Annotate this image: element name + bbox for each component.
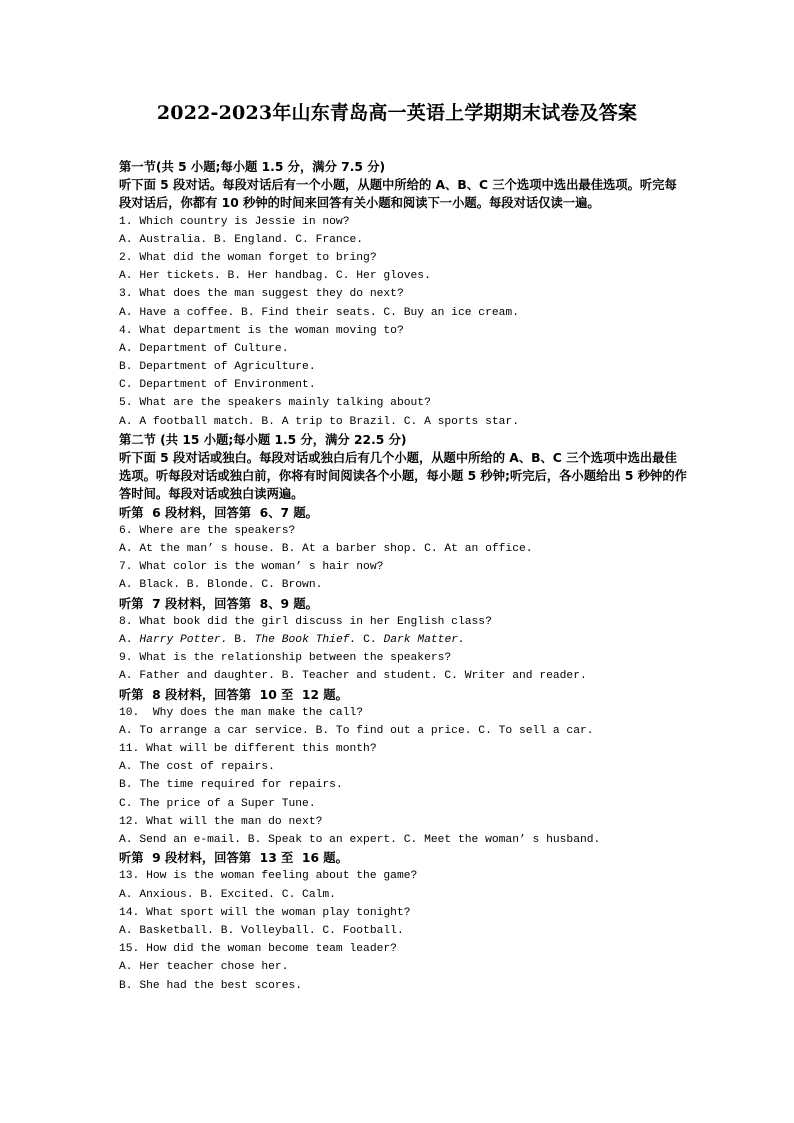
passage-8-heading: 听第 8 段材料，回答第 10 至 12 题。 <box>119 687 348 702</box>
question-6-options: A. At the man’ s house. B. At a barber shop. C. At an office. <box>119 543 533 556</box>
question-12: 12. What will the man do next? <box>119 815 323 828</box>
question-7-options: A. Black. B. Blonde. C. Brown. <box>119 579 323 592</box>
question-15: 15. How did the woman become team leader? <box>119 943 397 956</box>
question-10: 10. Why does the man make the call? <box>119 706 364 719</box>
question-14: 14. What sport will the woman play tonight? <box>119 906 411 919</box>
passage-7-heading: 听第 7 段材料，回答第 8、9 题。 <box>119 596 318 611</box>
question-10-options: A. To arrange a car service. B. To find out a price. C. To sell a car. <box>119 724 594 737</box>
option-a-title: Harry Potter. <box>139 633 228 646</box>
question-5-options: A. A football match. B. A trip to Brazil. C. A sports star. <box>119 415 519 428</box>
question-3: 3. What does the man suggest they do next? <box>119 288 404 301</box>
question-11-option-c: C. The price of a Super Tune. <box>119 797 316 810</box>
question-2-options: A. Her tickets. B. Her handbag. C. Her gloves. <box>119 270 431 283</box>
question-1-options: A. Australia. B. England. C. France. <box>119 233 364 246</box>
question-7: 7. What color is the woman’ s hair now? <box>119 561 384 574</box>
question-15-option-b: B. She had the best scores. <box>119 979 303 992</box>
question-12-options: A. Send an e-mail. B. Speak to an expert. C. Meet the woman’ s husband. <box>119 834 601 847</box>
option-c-title: Dark Matter. <box>383 633 465 646</box>
section-1-heading: 第一节(共 5 小题;每小题 1.5 分，满分 7.5 分) <box>119 160 386 174</box>
question-4-option-c: C. Department of Environment. <box>119 379 316 392</box>
question-4: 4. What department is the woman moving to? <box>119 324 404 337</box>
question-14-options: A. Basketball. B. Volleyball. C. Football. <box>119 924 404 937</box>
section-2-heading: 第二节 (共 15 小题;每小题 1.5 分，满分 22.5 分) <box>119 432 407 447</box>
question-11: 11. What will be different this month? <box>119 743 377 756</box>
option-c-label: C. <box>356 633 384 646</box>
question-11-option-b: B. The time required for repairs. <box>119 779 343 792</box>
exam-content <box>119 158 689 995</box>
question-1: 1. Which country is Jessie in now? <box>119 215 350 228</box>
question-8-options <box>119 631 689 649</box>
question-15-option-a: A. Her teacher chose her. <box>119 961 289 974</box>
option-b-label: B. <box>227 633 255 646</box>
passage-9-heading: 听第 9 段材料，回答第 13 至 16 题。 <box>119 851 348 866</box>
question-8: 8. What book did the girl discuss in her English class? <box>119 615 492 628</box>
option-b-title: The Book Thief. <box>254 633 357 646</box>
question-6: 6. Where are the speakers? <box>119 524 296 537</box>
question-4-option-b: B. Department of Agriculture. <box>119 361 316 374</box>
question-5: 5. What are the speakers mainly talking about? <box>119 397 431 410</box>
question-11-option-a: A. The cost of repairs. <box>119 761 275 774</box>
page-title: 2022-2023年山东青岛高一英语上学期期末试卷及答案 <box>156 102 638 124</box>
option-a-label: A. <box>119 633 140 646</box>
question-4-option-a: A. Department of Culture. <box>119 342 289 355</box>
question-13-options: A. Anxious. B. Excited. C. Calm. <box>119 888 336 901</box>
question-3-options: A. Have a coffee. B. Find their seats. C. Buy an ice cream. <box>119 306 519 319</box>
question-13: 13. How is the woman feeling about the game? <box>119 870 418 883</box>
question-9: 9. What is the relationship between the speakers? <box>119 652 452 665</box>
passage-6-heading: 听第 6 段材料，回答第 6、7 题。 <box>119 505 318 520</box>
section-2-instructions: 听下面 5 段对话或独白。每段对话或独白后有几个小题，从题中所给的 A、B、C 三个选项中选出最佳选项。听每段对话或独白前，你将有时间阅读各个小题，每小题 5 秒钟;听完后，各小题给出 5 秒钟的作答时间。每段对话或独白读两遍。 <box>119 451 687 502</box>
question-9-options: A. Father and daughter. B. Teacher and student. C. Writer and reader. <box>119 670 587 683</box>
section-1-instructions: 听下面 5 段对话。每段对话后有一个小题，从题中所给的 A、B、C 三个选项中选出最佳选项。听完每段对话后，你都有 10 秒钟的时间来回答有关小题和阅读下一小题。每段对话仅读一遍。 <box>119 178 677 211</box>
question-2: 2. What did the woman forget to bring? <box>119 251 377 264</box>
